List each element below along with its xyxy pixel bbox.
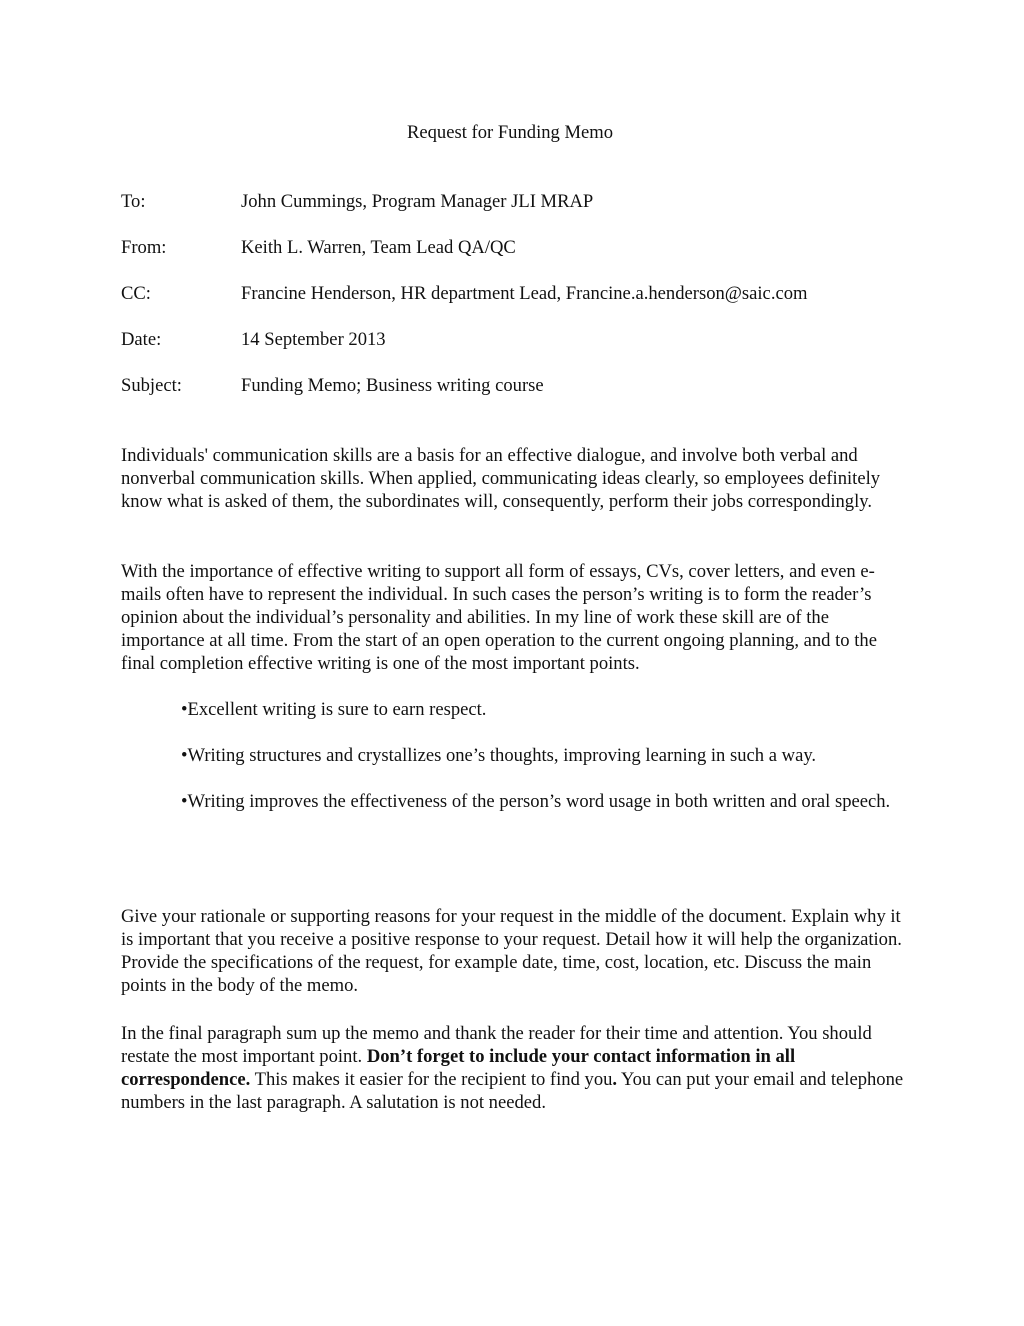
memo-page <box>121 0 911 1326</box>
closing-text: This makes it easier for the recipient to find you <box>250 1069 613 1090</box>
header-cc-label: CC: <box>121 283 151 304</box>
header-from-label: From: <box>121 237 167 258</box>
paragraph-communication: Individuals' communication skills are a basis for an effective dialogue, and involve both verbal and nonverbal communication skills. When applied, communicating ideas clearly, so employees definitely know what is asked of them, the subordinates will, consequently, perform their jobs correspondingly. <box>121 445 881 512</box>
header-cc-value: Francine Henderson, HR department Lead, Francine.a.henderson@saic.com <box>241 283 808 304</box>
paragraph-effective-writing: With the importance of effective writing to support all form of essays, CVs, cover letters, and even e-mails often have to represent the individual. In such cases the person’s writing is to form the reader’s opinion about the individual’s personality and abilities. In my line of work these skill are of the importance at all time. From the start of an open operation to the current ongoing planning, and to the final completion effective writing is one of the most important points. <box>121 561 877 674</box>
paragraph-closing <box>121 1022 911 1114</box>
header-date <box>121 328 911 351</box>
header-to <box>121 190 911 213</box>
header-to-label: To: <box>121 191 146 212</box>
memo-title: Request for Funding Memo <box>406 122 614 143</box>
bullet-item: •Writing structures and crystallizes one’s thoughts, improving learning in such a way. <box>181 745 817 766</box>
header-to-value: John Cummings, Program Manager JLI MRAP <box>241 191 594 212</box>
closing-text: You can put your email and telephone numbers in the last paragraph. A salutation is not needed. <box>121 1069 904 1113</box>
header-subject <box>121 374 911 397</box>
bullet-item: •Excellent writing is sure to earn respect. <box>181 699 487 720</box>
header-cc <box>121 282 911 305</box>
header-date-label: Date: <box>121 329 162 350</box>
header-subject-value: Funding Memo; Business writing course <box>241 375 544 396</box>
closing-text: In the final paragraph sum up the memo and thank the reader for their time and attention. You should restate the most important point. <box>121 1023 872 1067</box>
closing-bold-text: Don’t forget to include your contact information in all correspondence. <box>121 1046 796 1090</box>
closing-bold-period: . <box>612 1069 618 1090</box>
paragraph-rationale: Give your rationale or supporting reasons for your request in the middle of the document. Explain why it is important that you receive a positive response to your request. Detail how it will help the organization. Provide the specifications of the request, for example date, time, cost, location, etc. Discuss the main points in the body of the memo. <box>121 906 902 996</box>
header-subject-label: Subject: <box>121 375 182 396</box>
header-from-value: Keith L. Warren, Team Lead QA/QC <box>241 237 516 258</box>
header-date-value: 14 September 2013 <box>241 329 386 350</box>
header-from <box>121 236 911 259</box>
bullet-item: •Writing improves the effectiveness of the person’s word usage in both written and oral speech. <box>181 791 891 812</box>
